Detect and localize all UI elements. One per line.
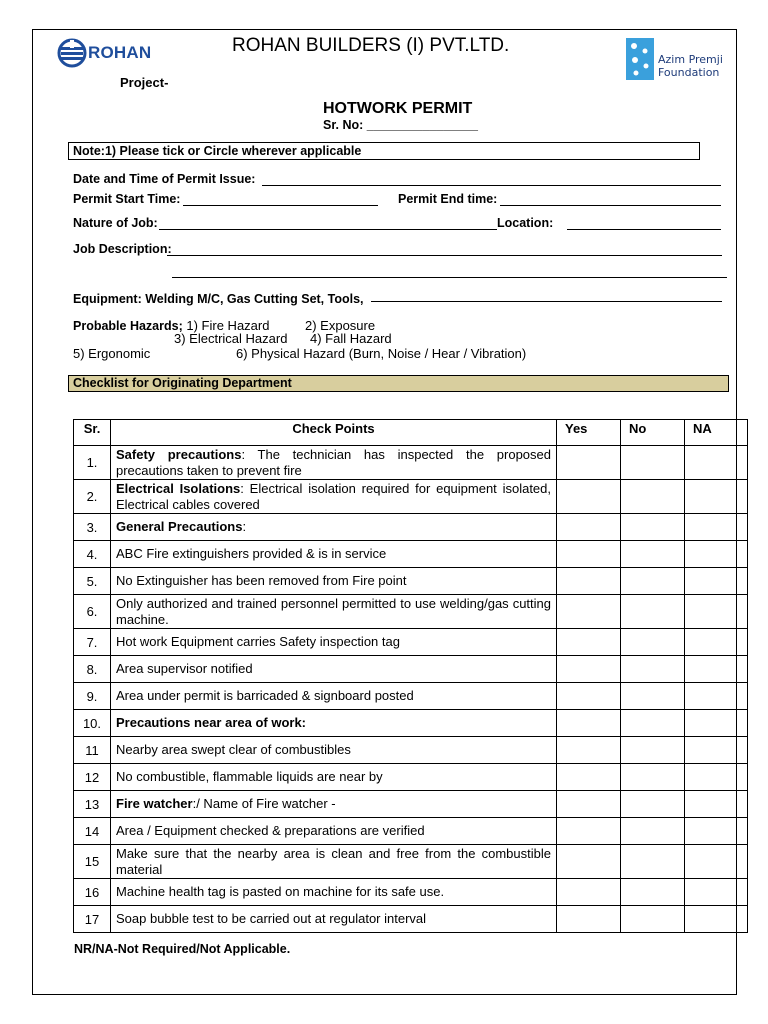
row-na-cell[interactable] xyxy=(685,541,737,568)
row-check-point xyxy=(111,879,557,906)
col-sr-header: Sr. xyxy=(74,420,111,446)
row-na-cell[interactable] xyxy=(685,818,737,845)
note-label: Note: xyxy=(73,144,105,158)
azim-logo-line1: Azim Premji xyxy=(658,53,723,66)
row-extra-cell xyxy=(737,514,748,541)
row-check-point-heading: General Precautions xyxy=(116,519,243,534)
row-no-cell[interactable] xyxy=(621,879,685,906)
row-yes-cell[interactable] xyxy=(557,656,621,683)
row-sr: 1. xyxy=(74,446,111,480)
col-na-header: NA xyxy=(685,420,737,446)
row-no-cell[interactable] xyxy=(621,629,685,656)
row-check-point xyxy=(111,906,557,933)
row-extra-cell xyxy=(737,480,748,514)
row-check-point-text: Machine health tag is pasted on machine for its safe use. xyxy=(116,884,445,899)
row-sr: 12 xyxy=(74,764,111,791)
azim-stars-icon xyxy=(626,38,654,80)
row-sr: 7. xyxy=(74,629,111,656)
row-no-cell[interactable] xyxy=(621,710,685,737)
row-yes-cell[interactable] xyxy=(557,710,621,737)
row-check-point xyxy=(111,446,557,480)
row-sr: 13 xyxy=(74,791,111,818)
row-check-point xyxy=(111,514,557,541)
row-check-point-heading: Precautions near area of work: xyxy=(116,715,307,730)
row-no-cell[interactable] xyxy=(621,906,685,933)
row-extra-cell xyxy=(737,683,748,710)
row-sr: 16 xyxy=(74,879,111,906)
project-label: Project- xyxy=(120,75,169,90)
hazard-physical: 6) Physical Hazard (Burn, Noise / Hear / Vibration) xyxy=(236,346,527,361)
row-check-point-text: Area supervisor notified xyxy=(116,661,253,676)
row-check-point xyxy=(111,683,557,710)
job-description-input-line-1[interactable] xyxy=(167,255,722,256)
row-yes-cell[interactable] xyxy=(557,845,621,879)
row-yes-cell[interactable] xyxy=(557,595,621,629)
row-check-point-text: Only authorized and trained personnel permitted to use welding/gas cutting machine. xyxy=(116,595,551,627)
row-sr: 17 xyxy=(74,906,111,933)
hazard-electrical: 3) Electrical Hazard xyxy=(174,331,288,346)
checklist-row xyxy=(74,683,748,710)
row-check-point xyxy=(111,818,557,845)
row-yes-cell[interactable] xyxy=(557,683,621,710)
row-no-cell[interactable] xyxy=(621,818,685,845)
location-input-line[interactable] xyxy=(567,229,721,230)
row-sr: 15 xyxy=(74,845,111,879)
footer-note: NR/NA-Not Required/Not Applicable. xyxy=(74,942,291,956)
row-extra-cell xyxy=(737,568,748,595)
hazard-exposure: 2) Exposure xyxy=(305,318,376,333)
row-check-point-text: Soap bubble test to be carried out at regulator interval xyxy=(116,911,427,926)
checklist-row xyxy=(74,541,748,568)
row-check-point-text: :/ Name of Fire watcher - xyxy=(192,796,336,811)
checklist-row xyxy=(74,629,748,656)
job-description-input-line-2[interactable] xyxy=(172,277,727,278)
row-na-cell[interactable] xyxy=(685,446,737,480)
row-extra-cell xyxy=(737,446,748,480)
row-extra-cell xyxy=(737,764,748,791)
row-check-point-text: Area / Equipment checked & preparations are verified xyxy=(116,823,425,838)
col-yes-header: Yes xyxy=(557,420,621,446)
row-no-cell[interactable] xyxy=(621,568,685,595)
rohan-logo xyxy=(57,38,151,68)
row-na-cell[interactable] xyxy=(685,656,737,683)
row-extra-cell xyxy=(737,845,748,879)
row-check-point-text: No combustible, flammable liquids are near by xyxy=(116,769,383,784)
checklist-row xyxy=(74,595,748,629)
row-no-cell[interactable] xyxy=(621,514,685,541)
checklist-header-row xyxy=(74,420,748,446)
row-check-point xyxy=(111,480,557,514)
checklist-row xyxy=(74,818,748,845)
row-yes-cell[interactable] xyxy=(557,818,621,845)
row-no-cell[interactable] xyxy=(621,595,685,629)
row-sr: 6. xyxy=(74,595,111,629)
row-check-point-text: : The technician has inspected the proposed precautions taken to prevent fire xyxy=(116,446,551,478)
row-no-cell[interactable] xyxy=(621,845,685,879)
row-no-cell[interactable] xyxy=(621,791,685,818)
row-na-cell[interactable] xyxy=(685,480,737,514)
company-name: ROHAN BUILDERS (I) PVT.LTD. xyxy=(232,35,510,56)
checklist-row xyxy=(74,446,748,480)
row-yes-cell[interactable] xyxy=(557,629,621,656)
hazard-fire: 1) Fire Hazard xyxy=(186,318,270,333)
row-yes-cell[interactable] xyxy=(557,541,621,568)
date-time-input-line[interactable] xyxy=(262,185,721,186)
row-na-cell[interactable] xyxy=(685,710,737,737)
row-sr: 10. xyxy=(74,710,111,737)
sr-no-field[interactable]: Sr. No: ________________ xyxy=(323,118,478,132)
location-label: Location: xyxy=(497,216,554,230)
checklist-body xyxy=(74,446,748,933)
row-sr: 5. xyxy=(74,568,111,595)
row-extra-cell xyxy=(737,629,748,656)
row-na-cell[interactable] xyxy=(685,568,737,595)
row-yes-cell[interactable] xyxy=(557,514,621,541)
checklist-row xyxy=(74,710,748,737)
row-no-cell[interactable] xyxy=(621,683,685,710)
hazards-label: Probable Hazards; xyxy=(73,319,183,333)
row-na-cell[interactable] xyxy=(685,683,737,710)
row-na-cell[interactable] xyxy=(685,879,737,906)
note-text: 1) Please tick or Circle wherever applicable xyxy=(104,144,362,158)
row-check-point-heading: Fire watcher xyxy=(116,796,193,811)
start-time-input-line[interactable] xyxy=(183,205,378,206)
row-check-point-text: No Extinguisher has been removed from Fire point xyxy=(116,573,407,588)
rohan-logo-text: ROHAN xyxy=(88,43,152,62)
checklist-row xyxy=(74,737,748,764)
row-na-cell[interactable] xyxy=(685,629,737,656)
row-no-cell[interactable] xyxy=(621,656,685,683)
row-na-cell[interactable] xyxy=(685,845,737,879)
col-no-header: No xyxy=(621,420,685,446)
date-time-label: Date and Time of Permit Issue: xyxy=(73,172,256,186)
row-extra-cell xyxy=(737,906,748,933)
row-yes-cell[interactable] xyxy=(557,568,621,595)
checklist-section-header: Checklist for Originating Department xyxy=(68,375,729,392)
checklist-row xyxy=(74,879,748,906)
row-na-cell[interactable] xyxy=(685,595,737,629)
row-yes-cell[interactable] xyxy=(557,879,621,906)
row-yes-cell[interactable] xyxy=(557,737,621,764)
row-extra-cell xyxy=(737,737,748,764)
row-check-point xyxy=(111,541,557,568)
row-check-point-text: ABC Fire extinguishers provided & is in service xyxy=(116,546,387,561)
checklist-row xyxy=(74,764,748,791)
row-no-cell[interactable] xyxy=(621,480,685,514)
row-no-cell[interactable] xyxy=(621,541,685,568)
equipment-label: Equipment: Welding M/C, Gas Cutting Set, Tools, xyxy=(73,292,364,306)
row-yes-cell[interactable] xyxy=(557,480,621,514)
row-check-point xyxy=(111,629,557,656)
checklist-row xyxy=(74,845,748,879)
row-no-cell[interactable] xyxy=(621,764,685,791)
col-extra-header xyxy=(737,420,748,446)
row-check-point-heading: Electrical Isolations xyxy=(116,480,241,496)
form-title: HOTWORK PERMIT xyxy=(323,100,473,117)
row-sr: 3. xyxy=(74,514,111,541)
row-yes-cell[interactable] xyxy=(557,906,621,933)
row-na-cell[interactable] xyxy=(685,791,737,818)
row-sr: 9. xyxy=(74,683,111,710)
row-extra-cell xyxy=(737,656,748,683)
row-check-point-heading: Safety precautions xyxy=(116,446,242,462)
job-description-label: Job Description: xyxy=(73,242,172,256)
row-sr: 4. xyxy=(74,541,111,568)
row-check-point xyxy=(111,737,557,764)
row-na-cell[interactable] xyxy=(685,514,737,541)
checklist-row xyxy=(74,568,748,595)
nature-of-job-label: Nature of Job: xyxy=(73,216,158,230)
azim-logo-line2: Foundation xyxy=(658,66,720,79)
checklist-table xyxy=(73,419,748,933)
row-extra-cell xyxy=(737,818,748,845)
row-check-point xyxy=(111,845,557,879)
start-time-label: Permit Start Time: xyxy=(73,192,181,206)
row-check-point xyxy=(111,595,557,629)
row-extra-cell xyxy=(737,541,748,568)
checklist-row xyxy=(74,906,748,933)
rohan-globe-icon xyxy=(57,38,87,68)
hazard-fall: 4) Fall Hazard xyxy=(310,331,392,346)
row-check-point xyxy=(111,791,557,818)
row-na-cell[interactable] xyxy=(685,906,737,933)
row-check-point-text: Area under permit is barricaded & signboard posted xyxy=(116,688,414,703)
row-no-cell[interactable] xyxy=(621,446,685,480)
row-check-point-text: : Electrical isolation required for equipment isolated, Electrical cables covered xyxy=(116,480,551,512)
hazard-ergonomic: 5) Ergonomic xyxy=(73,346,151,361)
row-check-point-text: Hot work Equipment carries Safety inspection tag xyxy=(116,634,400,649)
row-sr: 14 xyxy=(74,818,111,845)
row-extra-cell xyxy=(737,791,748,818)
note-box xyxy=(68,142,700,160)
nature-of-job-input-line[interactable] xyxy=(159,229,497,230)
row-check-point xyxy=(111,710,557,737)
row-check-point xyxy=(111,656,557,683)
checklist-row xyxy=(74,791,748,818)
equipment-input-line[interactable] xyxy=(371,301,722,302)
row-sr: 11 xyxy=(74,737,111,764)
end-time-label: Permit End time: xyxy=(398,192,498,206)
row-extra-cell xyxy=(737,879,748,906)
checklist-row xyxy=(74,514,748,541)
checklist-row xyxy=(74,480,748,514)
row-check-point xyxy=(111,764,557,791)
row-check-point-text: Make sure that the nearby area is clean and free from the combustible material xyxy=(116,845,551,877)
end-time-input-line[interactable] xyxy=(500,205,721,206)
col-checkpoints-header: Check Points xyxy=(111,420,557,446)
row-yes-cell[interactable] xyxy=(557,791,621,818)
row-sr: 8. xyxy=(74,656,111,683)
row-yes-cell[interactable] xyxy=(557,446,621,480)
row-check-point-text: Nearby area swept clear of combustibles xyxy=(116,742,351,757)
row-extra-cell xyxy=(737,595,748,629)
row-sr: 2. xyxy=(74,480,111,514)
row-extra-cell xyxy=(737,710,748,737)
row-na-cell[interactable] xyxy=(685,737,737,764)
row-yes-cell[interactable] xyxy=(557,764,621,791)
row-check-point-text: : xyxy=(242,519,247,534)
row-no-cell[interactable] xyxy=(621,737,685,764)
row-check-point xyxy=(111,568,557,595)
row-na-cell[interactable] xyxy=(685,764,737,791)
azim-premji-logo xyxy=(626,38,731,82)
checklist-row xyxy=(74,656,748,683)
